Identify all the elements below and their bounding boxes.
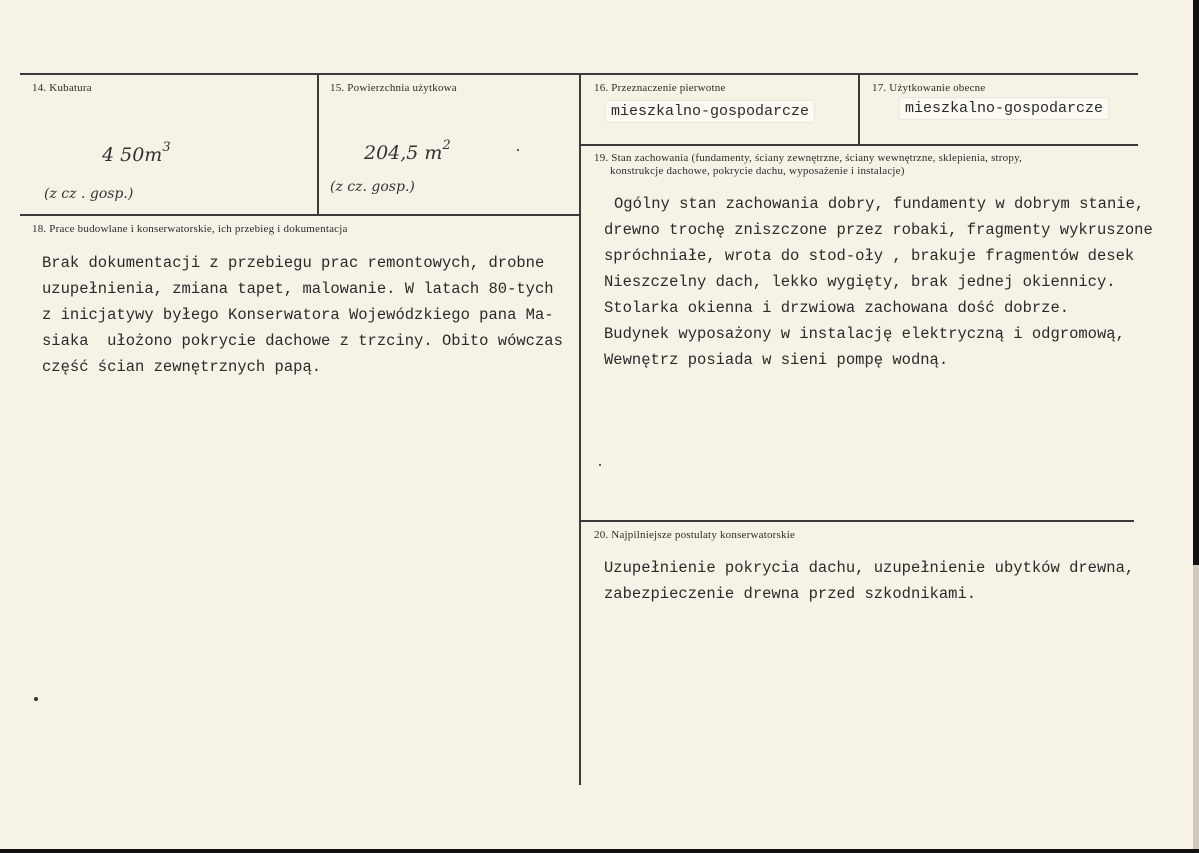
row1-bottom-rule-left bbox=[20, 214, 580, 216]
stan-line: Nieszczelny dach, lekko wygięty, brak jednej okiennicy. bbox=[604, 273, 1116, 291]
prace-label: 18. Prace budowlane i konserwatorskie, ich przebieg i dokumentacja bbox=[32, 223, 348, 235]
powierzchnia-value-unit-exp: 2 bbox=[442, 138, 451, 153]
stan-line: Budynek wyposażony w instalację elektryczną i odgromową, bbox=[604, 325, 1125, 343]
ink-speck bbox=[34, 697, 38, 701]
stan-line: spróchniałe, wrota do stod-oły , brakuje fragmentów desek bbox=[604, 247, 1135, 265]
postulaty-top-rule bbox=[580, 520, 1134, 522]
center-divider bbox=[579, 74, 581, 785]
przeznaczenie-value: mieszkalno-gospodarcze bbox=[606, 101, 814, 122]
stan-label bbox=[594, 152, 1022, 178]
powierzchnia-note: (z cz. gosp.) bbox=[330, 179, 415, 195]
postulaty-text bbox=[604, 555, 1134, 607]
postulaty-label: 20. Najpilniejsze postulaty konserwatorskie bbox=[594, 529, 796, 541]
powierzchnia-label: 15. Powierzchnia użytkowa bbox=[330, 82, 457, 94]
uzytkowanie-label: 17. Użytkowanie obecne bbox=[872, 82, 986, 94]
scan-edge bbox=[1193, 565, 1199, 849]
stan-label-line: konstrukcje dachowe, pokrycie dachu, wyposażenie i instalacje) bbox=[610, 165, 905, 177]
stan-label-line: 19. Stan zachowania (fundamenty, ściany zewnętrzne, ściany wewnętrzne, sklepienia, stropy, bbox=[594, 152, 1023, 164]
ink-speck bbox=[599, 464, 601, 466]
postulaty-line: zabezpieczenie drewna przed szkodnikami. bbox=[604, 585, 977, 603]
stan-line: Wewnętrz posiada w sieni pompę wodną. bbox=[604, 351, 949, 369]
przeznaczenie-label: 16. Przeznaczenie pierwotne bbox=[594, 82, 726, 94]
prace-line: z inicjatywy byłego Konserwatora Wojewódzkiego pana Ma- bbox=[42, 306, 554, 324]
ink-speck bbox=[517, 149, 519, 151]
stan-line: drewno trochę zniszczone przez robaki, fragmenty wykruszone bbox=[604, 221, 1153, 239]
prace-line: siaka ułożono pokrycie dachowe z trzciny. Obito wówczas bbox=[42, 332, 563, 350]
prace-line: Brak dokumentacji z przebiegu prac remontowych, drobne bbox=[42, 254, 545, 272]
stan-line: Stolarka okienna i drzwiowa zachowana dość dobrze. bbox=[604, 299, 1070, 317]
kubatura-note: (z cz . gosp.) bbox=[44, 186, 134, 202]
powierzchnia-value-main: 204,5 m bbox=[364, 142, 443, 164]
stan-text bbox=[604, 191, 1153, 373]
powierzchnia-value bbox=[364, 138, 451, 164]
prace-line: uzupełnienia, zmiana tapet, malowanie. W latach 80-tych bbox=[42, 280, 554, 298]
kubatura-label: 14. Kubatura bbox=[32, 82, 92, 94]
divider-14-15 bbox=[317, 74, 319, 215]
postulaty-line: Uzupełnienie pokrycia dachu, uzupełnienie ubytków drewna, bbox=[604, 559, 1135, 577]
kubatura-value-main: 4 50m bbox=[102, 144, 163, 166]
prace-text bbox=[42, 250, 563, 380]
stan-line: Ogólny stan zachowania dobry, fundamenty w dobrym stanie, bbox=[614, 195, 1145, 213]
divider-16-17 bbox=[858, 74, 860, 145]
kubatura-value-unit-exp: 3 bbox=[162, 140, 171, 155]
prace-line: część ścian zewnętrznych papą. bbox=[42, 358, 322, 376]
uzytkowanie-value: mieszkalno-gospodarcze bbox=[900, 98, 1108, 119]
kubatura-value bbox=[102, 140, 171, 166]
